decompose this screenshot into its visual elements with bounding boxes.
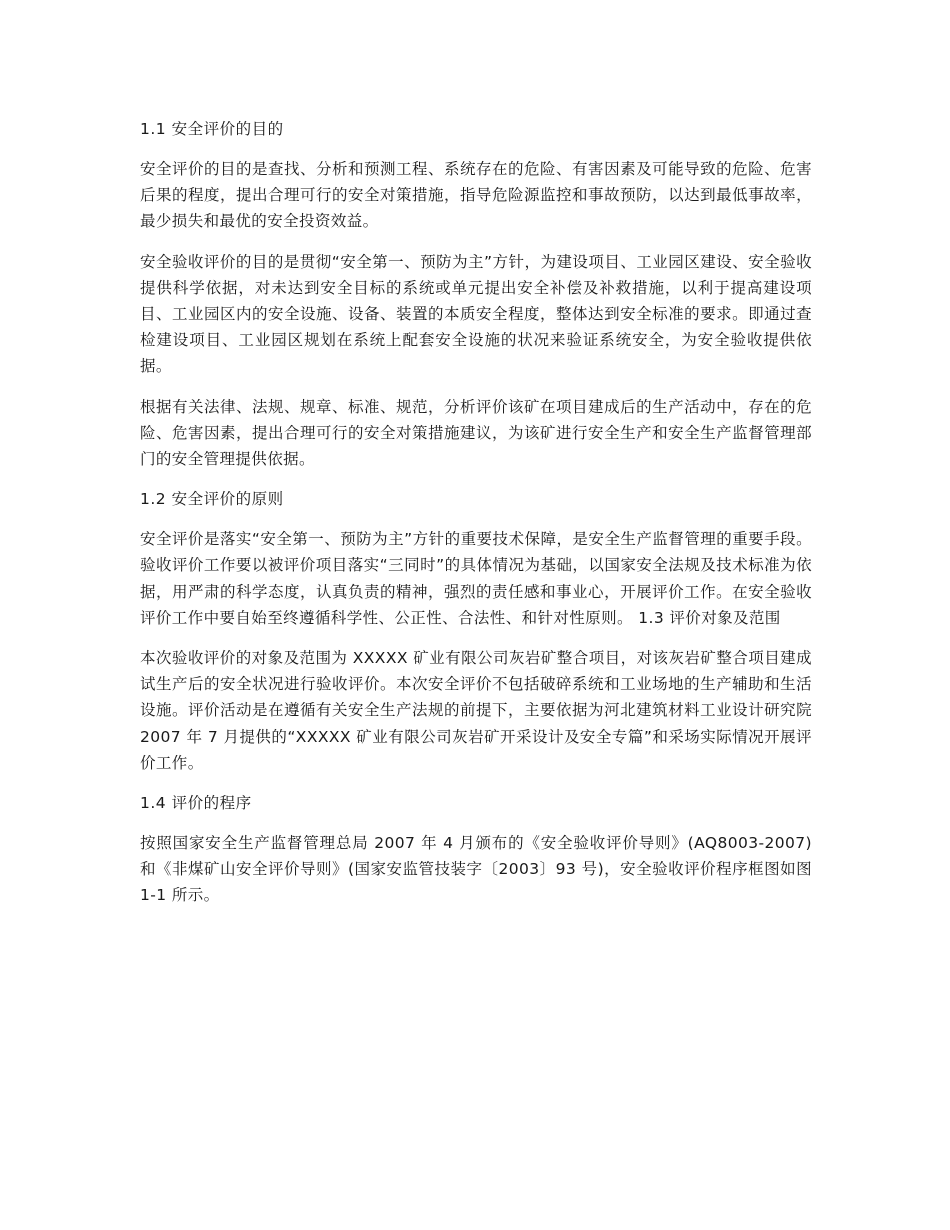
paragraph: 安全验收评价的目的是贯彻“安全第一、预防为主”方针，为建设项目、工业园区建设、安全验收提供科学依据，对未达到安全目标的系统或单元提出安全补偿及补救措施，以利于提高建设项目、工业园区内的安全设施、设备、装置的本质安全程度，整体达到安全标准的要求。即通过查检建设项目、工业园区规划在系统上配套安全设施的状况来验证系统安全，为安全验收提供依据。 <box>140 252 812 376</box>
paragraph: 安全评价是落实“安全第一、预防为主”方针的重要技术保障，是安全生产监督管理的重要手段。验收评价工作要以被评价项目落实“三同时”的具体情况为基础，以国家安全法规及技术标准为依据，用严肃的科学态度，认真负责的精神，强烈的责任感和事业心，开展评价工作。在安全验收评价工作中要自始至终遵循科学性、公正性、合法性、和针对性原则。 1.3 评价对象及范围 <box>140 530 812 627</box>
section-heading-purpose: 1.1 安全评价的目的 <box>140 120 284 138</box>
paragraph: 本次验收评价的对象及范围为 XXXXX 矿业有限公司灰岩矿整合项目，对该灰岩矿整合项目建成试生产后的安全状况进行验收评价。本次安全评价不包括破碎系统和工业场地的生产辅助和生活设施。评价活动是在遵循有关安全生产法规的前提下，主要依据为河北建筑材料工业设计研究院 2007 年 7 月提供的“XXXXX 矿业有限公司灰岩矿开采设计及安全专篇”和采场实际情况开展评价工作。 <box>140 649 812 772</box>
document-page <box>140 116 812 923</box>
section-heading-procedure: 1.4 评价的程序 <box>140 794 252 813</box>
paragraph: 根据有关法律、法规、规章、标准、规范，分析评价该矿在项目建成后的生产活动中，存在的危险、危害因素，提出合理可行的安全对策措施建议，为该矿进行安全生产和安全生产监督管理部门的安全管理提供依据。 <box>140 397 812 469</box>
paragraph: 安全评价的目的是查找、分析和预测工程、系统存在的危险、有害因素及可能导致的危险、危害后果的程度，提出合理可行的安全对策措施，指导危险源监控和事故预防，以达到最低事故率，最少损失和最优的安全投资效益。 <box>140 160 812 231</box>
section-heading-principles: 1.2 安全评价的原则 <box>140 490 284 509</box>
paragraph: 按照国家安全生产监督管理总局 2007 年 4 月颁布的《安全验收评价导则》(AQ8003-2007)和《非煤矿山安全评价导则》(国家安监管技装字〔2003〕93 号)，安全验收评价程序框图如图 1-1 所示。 <box>140 834 812 905</box>
